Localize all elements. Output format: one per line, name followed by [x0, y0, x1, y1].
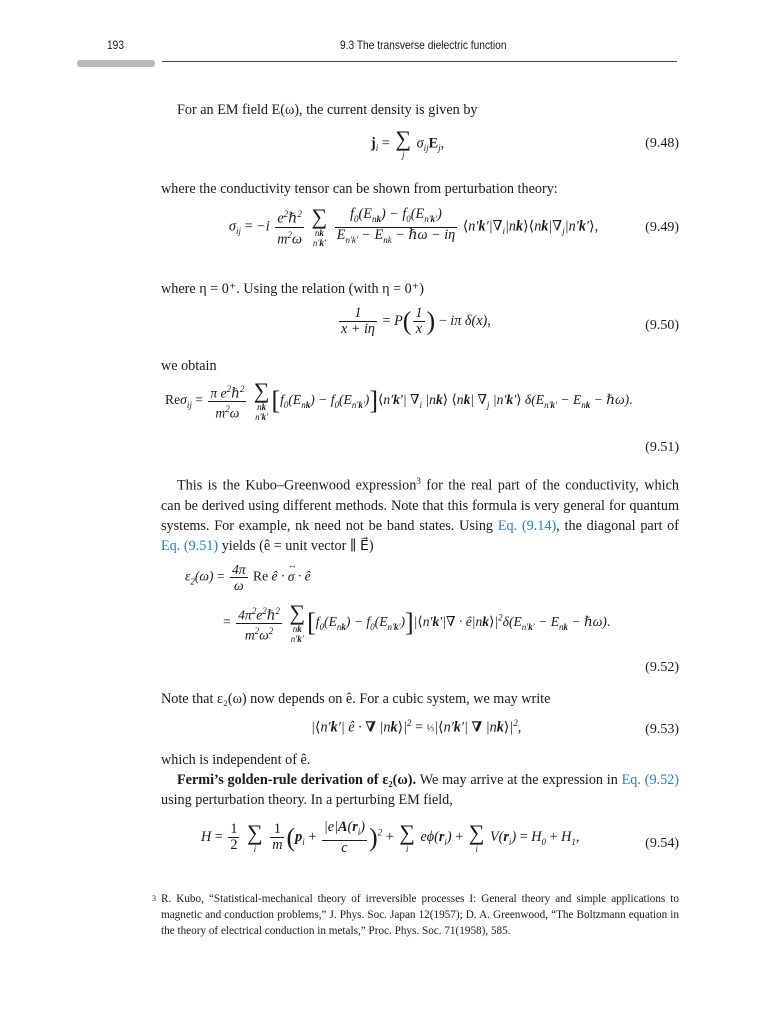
equation-number: (9.52) — [645, 660, 679, 675]
text-segment: We may arrive at the expression in — [416, 772, 622, 788]
paragraph-eta-relation: where η = 0⁺. Using the relation (with η = 0⁺) — [161, 281, 424, 297]
page-header — [0, 36, 768, 66]
equation-number: (9.50) — [645, 318, 679, 333]
equation-9-54: H = $\frac{1}{2}$ ∑ i $\frac{1}{m}$ ($p_i$ + $\frac{|e|A(r_i)}{c}$ )$^2$ + ∑ i $e\phi(r_i)$ + ∑ i $V(r_i) = H_0 + H_1$, (9.54) — [201, 819, 679, 856]
page-number: 193 — [107, 38, 125, 52]
footnote-text: R. Kubo, “Statistical-mechanical theory of irreversible processes I: General theory and simple applications to magnetic and conduction problems,” J. Phys. Soc. Japan 12(1957); D. A. Greenwood, “The Boltzmann equation in the theory of electrical conduction in metals,” Proc. Phys. Soc. 71(1958), 585. — [161, 893, 679, 937]
header-accent-bar — [77, 60, 155, 67]
footnote-ref[interactable]: 3 — [416, 476, 421, 486]
equation-9-53: |⟨n′k′| ê · ∇ $|nk⟩|^2$ = ⅓|⟨n′k′| ∇ $|nk⟩|^2$, (9.53) — [311, 718, 679, 737]
paragraph-independent: which is independent of ê. — [161, 752, 311, 768]
equation-number: (9.54) — [645, 836, 679, 851]
paragraph-conductivity-tensor: where the conductivity tensor can be shown from perturbation theory: — [161, 181, 558, 197]
footnote-mark: 3 — [152, 894, 156, 903]
eq-link-9-14[interactable]: Eq. (9.14) — [497, 517, 557, 534]
header-rule — [162, 61, 677, 62]
text-segment: for the real part of the conductivity, which can be derived using different methods. Note that this formula is very general for quantum systems. For example, nk need not be band states. Using — [161, 477, 679, 534]
equation-number: (9.49) — [645, 220, 679, 235]
equation-number: (9.53) — [645, 722, 679, 737]
equation-9-51: Reσ$_{ij}$ = $\frac{\pi e^2\hbar^2}{m^2\omega}$ ∑ nk n′k′ [$f_0(E_{nk})$ − $f_0(E_{n'k'})]⟨n'k'|$ $\nabla_i$ |nk⟩ ⟨nk| $\nabla_j$ |n′k′⟩ $\delta(E_{n'k'} - E_{nk}$ − ℏω). (9.51) — [165, 378, 679, 455]
equation-number: (9.51) — [645, 440, 679, 455]
text-segment: using perturbation theory. In a perturbing EM field, — [161, 792, 453, 808]
paragraph-cubic-system: Note that ε₂(ω) now depends on ê. For a cubic system, we may write — [161, 691, 551, 707]
equation-9-52: $\varepsilon_2(\omega)$ = $\frac{4\pi}{\omega}$ Re ê · σ ↔ · ê = $\frac{4\pi^2e^2\hbar^2}{m^2\omega^2}$ ∑ nk n′k′ [$f_0(E_{nk})$ − $f_0(E_{n'k'})]|⟨n'k'|\nabla$ · $ê|nk⟩|^2\delta(E_{n'k'} - E_{nk}$ − ℏω). (9.52) — [185, 559, 679, 675]
paragraph-we-obtain: we obtain — [161, 358, 217, 374]
section-run-in-heading: Fermi’s golden-rule derivation of ε₂(ω). — [177, 772, 416, 788]
equation-9-48: $j_i$ = ∑ j $\sigma_{ij}E_j$, (9.48) — [371, 126, 679, 160]
running-head: 9.3 The transverse dielectric function — [340, 38, 507, 52]
eq-link-9-51[interactable]: Eq. (9.51) — [161, 537, 219, 554]
paragraph-fermi-golden-rule — [161, 770, 679, 810]
text-segment: , the diagonal part of — [556, 517, 680, 534]
equation-9-50: $\frac{1}{x + i\eta}$ = P( $\frac{1}{x}$ ) − iπ δ(x), (9.50) — [341, 305, 679, 337]
paragraph-kubo-greenwood — [161, 471, 679, 556]
eq-link-9-52[interactable]: Eq. (9.52) — [621, 772, 679, 788]
footnote — [152, 891, 679, 939]
equation-9-49: $\sigma_{ij} = -i$ $\frac{e^2\hbar^2}{m^2\omega}$ ∑ nk n′k′ $\frac{f_0(E_{nk}) - f_0(E_{n'k'})}{E_{n'k'} - E_{nk} - \hbar\omega - i\eta}$ $⟨n'k'|\nabla_i|nk⟩⟨nk|\nabla_j|n'k'⟩$, (9.49) — [229, 204, 679, 248]
paragraph-current-density: For an EM field E(ω), the current density is given by — [177, 102, 478, 118]
equation-number: (9.48) — [645, 136, 679, 151]
text-segment: yields (ê = unit vector ∥ E⃗) — [218, 537, 374, 554]
text-segment: This is the Kubo–Greenwood expression — [177, 477, 417, 494]
